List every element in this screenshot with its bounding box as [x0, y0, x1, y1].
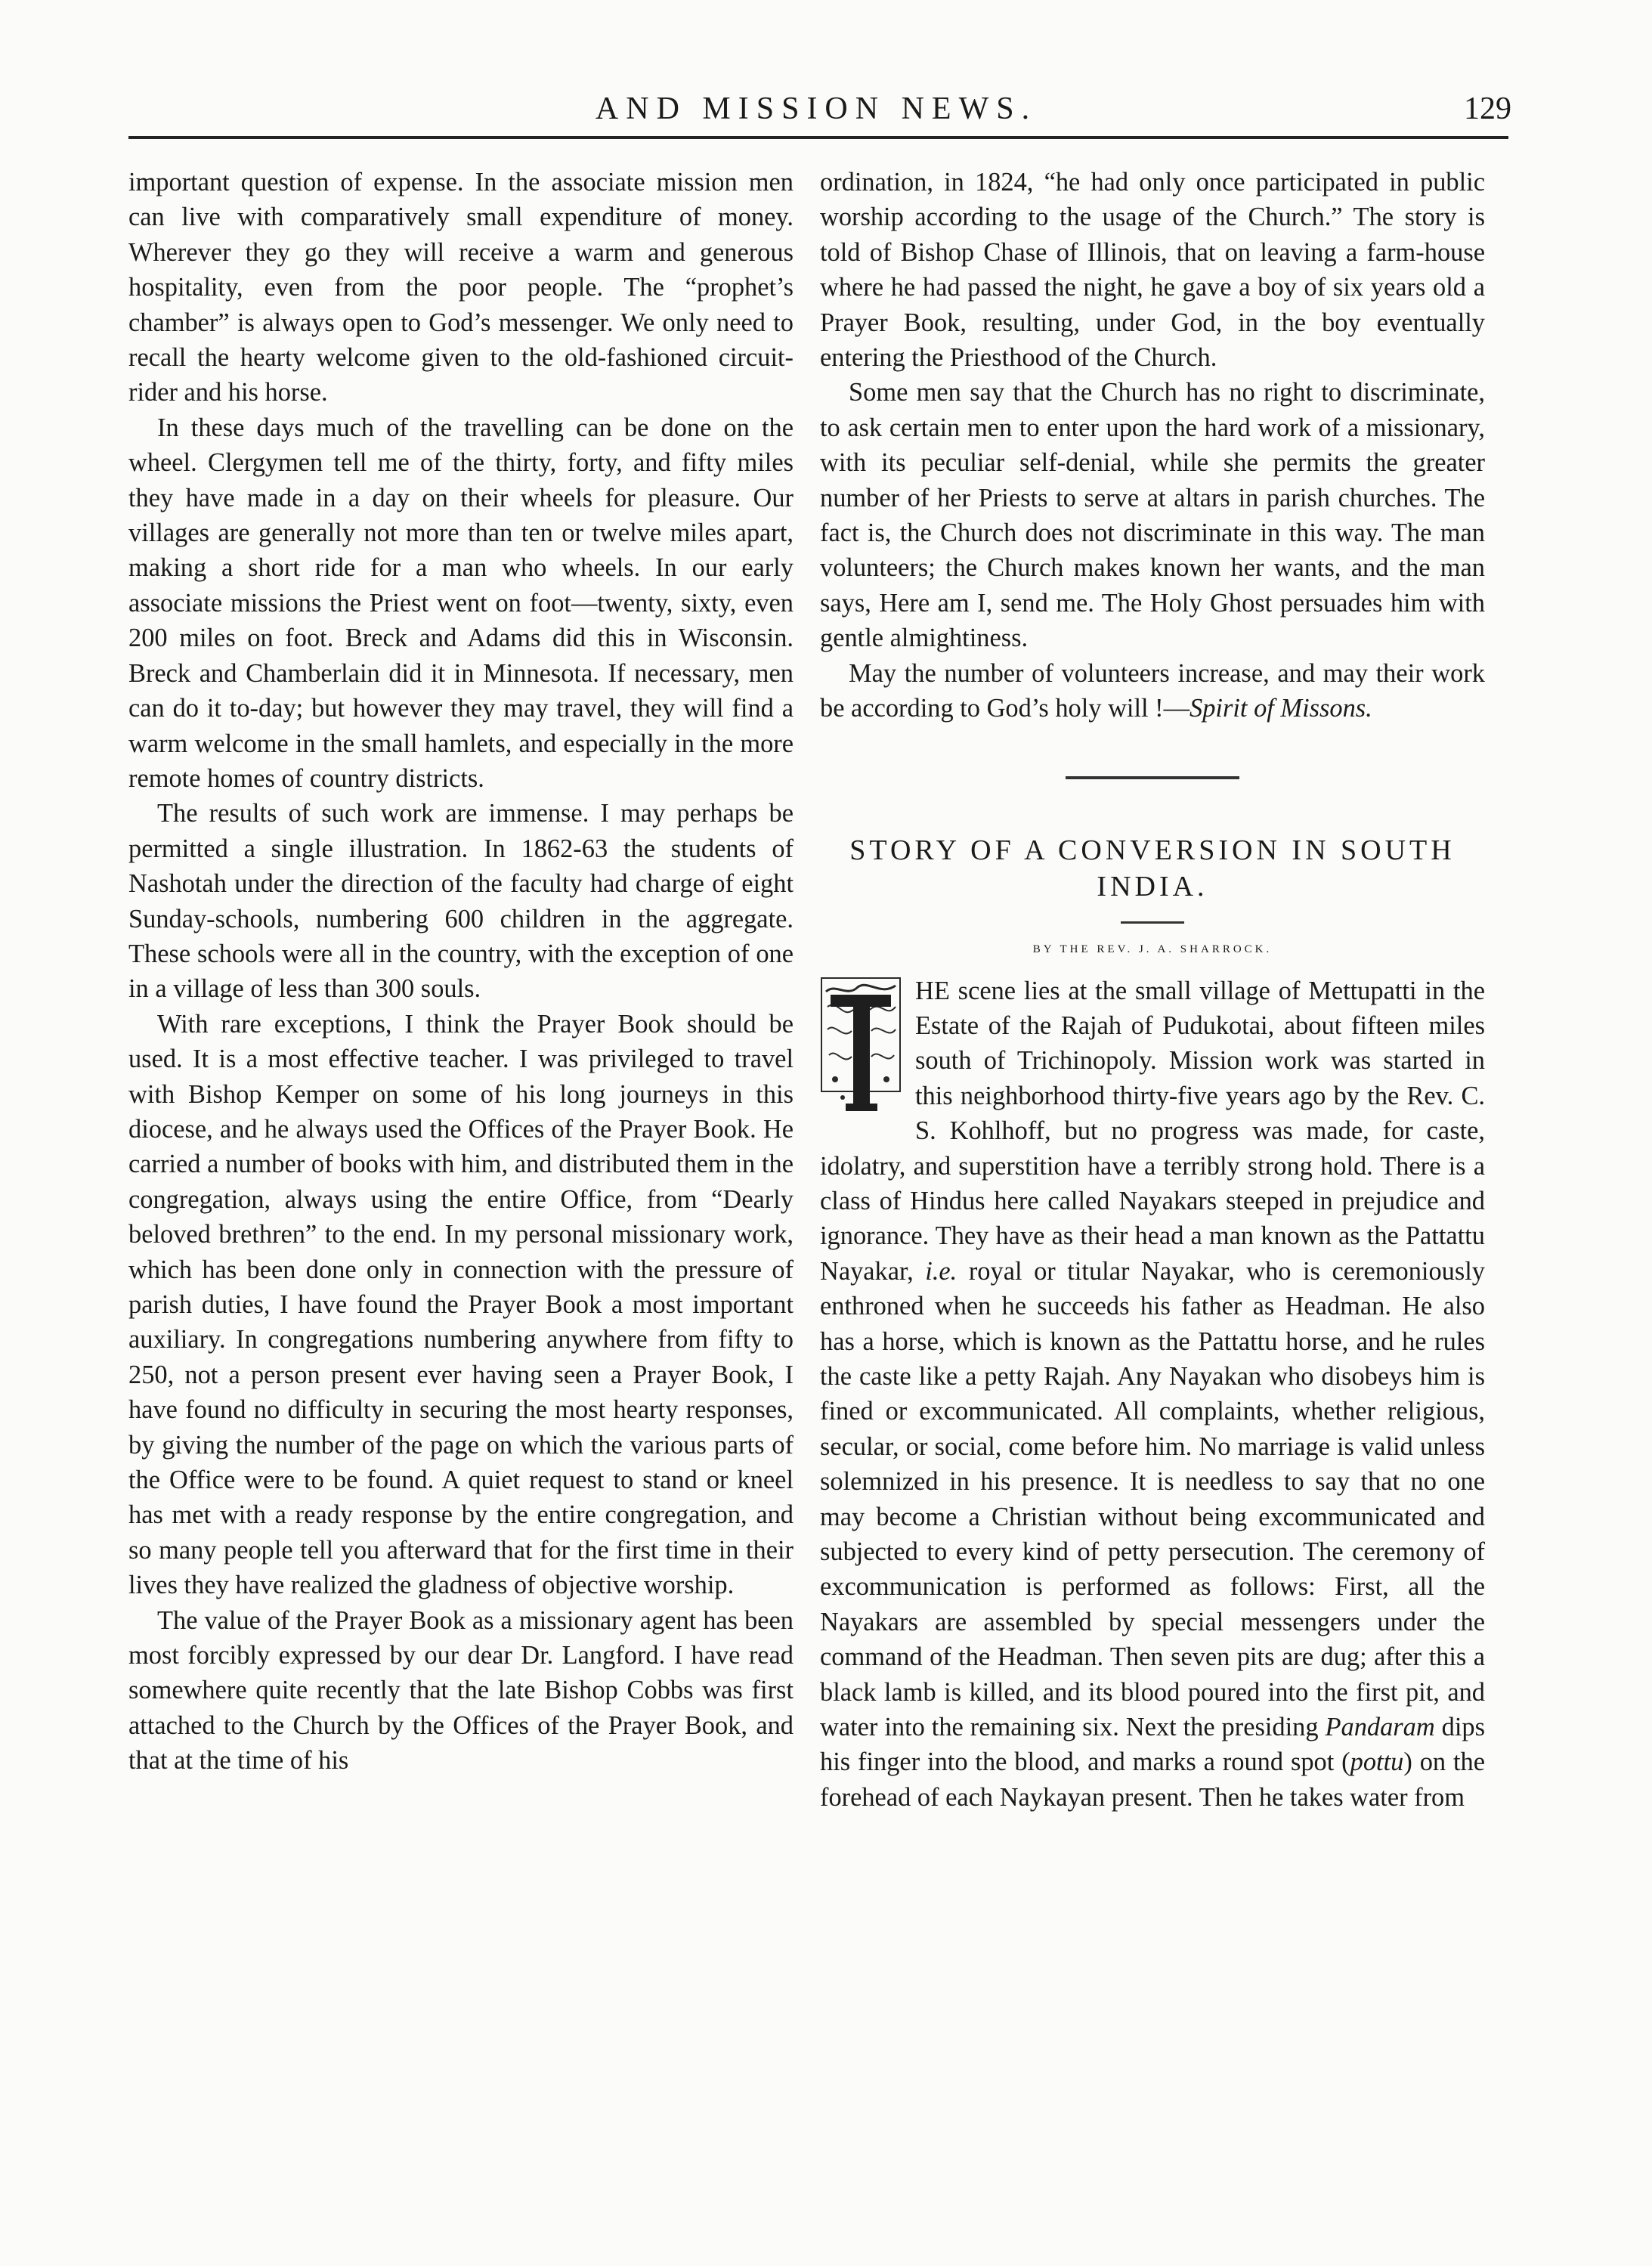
- right-paragraph-1: ordination, in 1824, “he had only once participated in public worship according to the usage of the Church.” The story is told of Bishop Chase of Illinois, that on leaving a farm-house where he had passed the night, he gave a boy of six years old a Prayer Book, resulting, under God, in the boy eventually entering the Priesthood of the Church.: [820, 168, 1485, 373]
- left-paragraph-1: important question of expense. In the associate mission men can live with comparatively small expenditure of money. Wherever they go they will receive a warm and generous hospitality, even from the poor people. The “prophet’s chamber” is always open to God’s messenger. We only need to recall the hearty welcome given to the old-fashioned circuit-rider and his horse.: [128, 168, 794, 407]
- byline: BY THE REV. J. A. SHARROCK.: [1032, 943, 1273, 955]
- story-ie: i.e.: [925, 1256, 957, 1286]
- left-paragraph-5: The value of the Prayer Book as a missionary agent has been most forcibly expressed by our dear Dr. Langford. I have read somewhere quite recently that the late Bishop Cobbs was first attached to the Church by the Offices of the Prayer Book, and that at the time of his: [128, 1605, 794, 1775]
- story-pandaram: Pandaram: [1325, 1713, 1435, 1742]
- story-text-2: royal or titular Nayakar, who is ceremoniously enthroned when he succeeds his father as Headman. He also has a horse, which is known as the Pattattu horse, and he rules the caste like a petty Rajah. Any Nayakan who disobeys him is fined or excommunicated. All complaints, whether religious, secular, or social, come before him. No marriage is valid unless solemnized in his presence. It is needless to say that no one may become a Christian without being excommunicated and subjected to every kind of petty persecution. The ceremony of excommunication is performed as follows: First, all the Nayakars are assembled by special messengers under the command of the Headman. Then seven pits are dug; after this a black lamb is killed, and its blood poured into the first pit, and water into the remaining six. Next the presiding: [820, 1256, 1485, 1742]
- source-citation: Spirit of Missons.: [1190, 694, 1372, 723]
- header-rule: [128, 136, 1508, 139]
- running-title: AND MISSION NEWS.: [595, 91, 1038, 126]
- section-divider: [1066, 776, 1239, 779]
- story-text-1: HE scene lies at the small village of Mettupatti in the Estate of the Rajah of Pudukotai, about fifteen miles south of Trichinopoly. Mission work was started in this neighborhood thirty-five years ago by the Rev. C. S. Kohlhoff, but no progress was made, for caste, idolatry, and superstition have a terribly strong hold. There is a class of Hindus here called Nayakars steeped in prejudice and ignorance. They have as their head a man known as the Pattattu Nayakar,: [820, 976, 1485, 1286]
- story-pottu: pottu: [1350, 1747, 1404, 1777]
- story-text-3: dips his finger into the blood, and marks a round spot (: [820, 1713, 1485, 1777]
- title-rule: [1121, 921, 1184, 924]
- story-paragraph: [820, 974, 1485, 1816]
- left-paragraph-4: With rare exceptions, I think the Prayer Book should be used. It is a most effective teacher. I was privileged to travel with Bishop Kemper on some of his long journeys in this diocese, and he always used the Offices of the Prayer Book. He carried a number of books with him, and distributed them in the congregation, always using the entire Office, from “Dearly beloved brethren” to the end. In my personal missionary work, which has been done only in connection with the pressure of parish duties, I have found the Prayer Book a most important auxiliary. In congregations numbering anywhere from fifty to 250, not a person present ever having seen a Prayer Book, I have found no difficulty in securing the most hearty responses, by giving the number of the page on which the various parts of the Office were to be found. A quiet request to stand or kneel has met with a ready response by the entire congregation, and so many people tell you afterward that for the first time in their lives they have realized the gladness of objective worship.: [128, 1009, 794, 1600]
- page-number: 129: [1464, 91, 1511, 126]
- decorative-dropcap-t: [820, 977, 902, 1120]
- closing-text: May the number of volunteers increase, and may their work be according to God’s holy will !—: [820, 658, 1485, 723]
- dropcap-t-icon: [820, 977, 902, 1120]
- page-header: [121, 85, 1511, 138]
- article-title: STORY OF A CONVERSION IN SOUTH INDIA.: [849, 834, 1456, 902]
- left-column: [128, 165, 794, 1778]
- right-paragraph-3: [820, 656, 1485, 726]
- right-column: [820, 165, 1485, 1815]
- left-paragraph-2: In these days much of the travelling can be done on the wheel. Clergymen tell me of the thirty, forty, and fifty miles they have made in a day on their wheels for pleasure. Our villages are generally not more than ten or twelve miles apart, making a short ride for a man who wheels. In our early associate missions the Priest went on foot—twenty, sixty, even 200 miles on foot. Breck and Adams did this in Wisconsin. Breck and Chamberlain did it in Minnesota. If necessary, men can do it to-day; but however they may travel, they will find a warm welcome in the small hamlets, and especially in the more remote homes of country districts.: [128, 413, 794, 793]
- right-paragraph-2: Some men say that the Church has no right to discriminate, to ask certain men to enter upon the hard work of a missionary, with its peculiar self-denial, while she permits the greater number of her Priests to serve at altars in parish churches. The fact is, the Church does not discriminate in this way. The man volunteers; the Church makes known her wants, and the man says, Here am I, send me. The Holy Ghost persuades him with gentle almightiness.: [820, 378, 1485, 653]
- story-text-4: ) on the forehead of each Naykayan present. Then he takes water from: [820, 1747, 1485, 1812]
- left-paragraph-3: The results of such work are immense. I may perhaps be permitted a single illustration. In 1862-63 the students of Nashotah under the direction of the faculty had charge of eight Sunday-schools, numbering 600 children in the aggregate. These schools were all in the country, with the exception of one in a village of less than 300 souls.: [128, 799, 794, 1004]
